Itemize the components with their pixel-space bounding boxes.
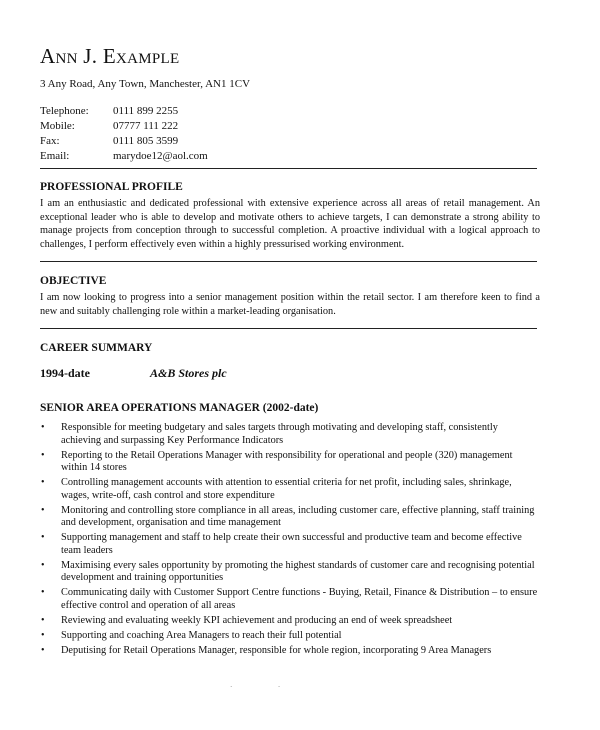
list-item (40, 477, 540, 502)
list-item (40, 505, 540, 530)
career-company: A&B Stores plc (150, 366, 227, 380)
contact-value: 0111 805 3599 (113, 135, 179, 147)
candidate-name: Ann J. Example (40, 44, 180, 68)
section-divider (40, 261, 537, 262)
contact-value: 07777 111 222 (113, 120, 179, 132)
bullet-icon: • (41, 449, 45, 461)
contact-label: Telephone: (40, 105, 89, 117)
bullet-text: Responsible for meeting budgetary and sales targets through motivating and developing staff, consistently achieving and surpassing Key Performance Indicators (61, 422, 498, 446)
bullet-icon: • (41, 615, 45, 627)
list-item (40, 450, 540, 475)
bullet-icon: • (41, 587, 45, 599)
bullet-icon: • (41, 630, 45, 642)
bullet-text: Maximising every sales opportunity by promoting the highest standards of customer care and recognising potential development and training opportunities (61, 559, 535, 584)
contact-label: Fax: (40, 135, 60, 147)
contact-label: Mobile: (40, 120, 75, 132)
contact-value: marydoe12@aol.com (113, 150, 208, 162)
list-item (40, 532, 540, 557)
responsibilities-list (40, 422, 540, 660)
contact-telephone (40, 104, 208, 119)
list-item (40, 615, 540, 628)
list-item (40, 587, 540, 612)
objective-text: I am now looking to progress into a senior management position within the retail sector. I am therefore keen to find a new and suitably challenging role within a market-leading organisation. (40, 292, 540, 317)
list-item (40, 422, 540, 447)
bullet-text: Reviewing and evaluating weekly KPI achievement and producing an end of week spreadsheet (61, 615, 453, 627)
section-divider (40, 168, 537, 169)
contact-mobile (40, 119, 208, 134)
section-divider (40, 328, 537, 329)
list-item (40, 645, 540, 658)
bullet-text: Reporting to the Retail Operations Manager with responsibility for operational and people (320) management within 14 stores (61, 449, 513, 474)
profile-text: I am an enthusiastic and dedicated professional with extensive experience across all areas of retail management. An exceptional leader who is able to develop and motivate others to achieve targets, I can demonstrate a strong ability to manage projects from conception through to successful completion. A proactive individual with a logical approach to challenges, I perform effectively even within a highly pressurised working environment. (40, 198, 540, 250)
career-heading: CAREER SUMMARY (40, 342, 153, 354)
objective-heading: OBJECTIVE (40, 275, 107, 287)
list-item (40, 560, 540, 585)
bullet-text: Monitoring and controlling store compliance in all areas, including customer care, effective planning, staff training and development, organisation and time management (61, 504, 535, 529)
address: 3 Any Road, Any Town, Manchester, AN1 1CV (40, 78, 251, 90)
contact-fax (40, 134, 208, 149)
bullet-text: Supporting and coaching Area Managers to reach their full potential (61, 630, 342, 642)
bullet-icon: • (41, 532, 45, 544)
bullet-text: Deputising for Retail Operations Manager, responsible for whole region, incorporating 9 Area Managers (61, 645, 492, 657)
bullet-icon: • (41, 645, 45, 657)
contact-label: Email: (40, 150, 70, 162)
bullet-text: Communicating daily with Customer Support Centre functions - Buying, Retail, Finance & Distribution – to ensure effective control and operation of all areas (61, 587, 538, 612)
role-title: SENIOR AREA OPERATIONS MANAGER (2002-date) (40, 402, 319, 414)
profile-heading: PROFESSIONAL PROFILE (40, 181, 183, 193)
contact-email (40, 149, 208, 164)
bullet-text: Controlling management accounts with attention to essential criteria for net profit, including sales, shrinkage, wages, write-off, cash control and store expenditure (61, 477, 512, 501)
contact-value: 0111 899 2255 (113, 105, 179, 117)
scan-specks: · · (230, 683, 281, 691)
contact-details (40, 104, 208, 164)
bullet-icon: • (41, 559, 45, 571)
bullet-icon: • (41, 504, 45, 516)
bullet-icon: • (41, 477, 45, 489)
career-date: 1994-date (40, 366, 90, 380)
bullet-text: Supporting management and staff to help create their own successful and productive team and become effective team leaders (61, 532, 522, 556)
bullet-icon: • (41, 422, 45, 433)
list-item (40, 630, 540, 643)
